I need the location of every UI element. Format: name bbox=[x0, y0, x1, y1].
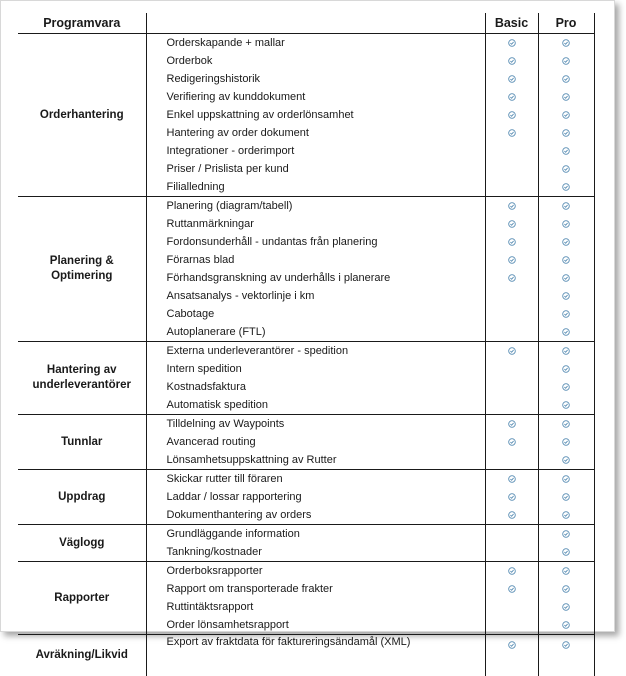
feature-name: Ansatsanalys - vektorlinje i km bbox=[146, 287, 485, 305]
feature-name: Verifiering av kunddokument bbox=[146, 88, 485, 106]
basic-cell bbox=[485, 580, 538, 598]
pro-cell bbox=[538, 598, 594, 616]
basic-cell bbox=[485, 52, 538, 70]
basic-cell bbox=[485, 124, 538, 142]
feature-name: Lönsamhetsuppskattning av Rutter bbox=[146, 451, 485, 470]
pro-cell bbox=[538, 396, 594, 415]
check-circle-icon bbox=[508, 75, 516, 83]
pro-cell bbox=[538, 142, 594, 160]
check-circle-icon bbox=[562, 585, 570, 593]
table-header-row bbox=[18, 13, 594, 34]
pro-cell bbox=[538, 88, 594, 106]
header-pro: Pro bbox=[538, 13, 594, 34]
pro-cell bbox=[538, 635, 594, 676]
basic-cell bbox=[485, 415, 538, 434]
check-circle-icon bbox=[508, 511, 516, 519]
pro-cell bbox=[538, 378, 594, 396]
basic-cell bbox=[485, 233, 538, 251]
category-label: Tunnlar bbox=[18, 415, 146, 470]
pro-cell bbox=[538, 323, 594, 342]
feature-name: Orderskapande + mallar bbox=[146, 34, 485, 53]
check-circle-icon bbox=[562, 621, 570, 629]
check-circle-icon bbox=[508, 420, 516, 428]
check-circle-icon bbox=[562, 511, 570, 519]
basic-cell bbox=[485, 378, 538, 396]
header-programvara: Programvara bbox=[18, 13, 146, 34]
check-circle-icon bbox=[562, 530, 570, 538]
check-circle-icon bbox=[562, 603, 570, 611]
category-label: Rapporter bbox=[18, 562, 146, 635]
check-circle-icon bbox=[562, 347, 570, 355]
feature-name: Orderbok bbox=[146, 52, 485, 70]
table-row bbox=[18, 415, 594, 434]
pro-cell bbox=[538, 233, 594, 251]
feature-name: Förarnas blad bbox=[146, 251, 485, 269]
basic-cell bbox=[485, 34, 538, 53]
pro-cell bbox=[538, 451, 594, 470]
check-circle-icon bbox=[562, 165, 570, 173]
check-circle-icon bbox=[562, 456, 570, 464]
check-circle-icon bbox=[508, 39, 516, 47]
check-circle-icon bbox=[562, 641, 570, 649]
table-row bbox=[18, 562, 594, 581]
feature-name: Orderboksrapporter bbox=[146, 562, 485, 581]
pro-cell bbox=[538, 562, 594, 581]
basic-cell bbox=[485, 470, 538, 489]
pro-cell bbox=[538, 215, 594, 233]
check-circle-icon bbox=[508, 129, 516, 137]
check-circle-icon bbox=[508, 274, 516, 282]
pro-cell bbox=[538, 488, 594, 506]
header-basic: Basic bbox=[485, 13, 538, 34]
check-circle-icon bbox=[508, 493, 516, 501]
feature-name: Grundläggande information bbox=[146, 525, 485, 544]
basic-cell bbox=[485, 251, 538, 269]
category-label: Uppdrag bbox=[18, 470, 146, 525]
pro-cell bbox=[538, 70, 594, 88]
basic-cell bbox=[485, 197, 538, 216]
category-label: Planering & Optimering bbox=[18, 197, 146, 342]
feature-comparison-table bbox=[18, 13, 595, 676]
check-circle-icon bbox=[562, 202, 570, 210]
basic-cell bbox=[485, 525, 538, 544]
feature-name: Externa underleverantörer - spedition bbox=[146, 342, 485, 361]
feature-name: Rapport om transporterade frakter bbox=[146, 580, 485, 598]
check-circle-icon bbox=[562, 75, 570, 83]
basic-cell bbox=[485, 635, 538, 676]
feature-name: Tilldelning av Waypoints bbox=[146, 415, 485, 434]
check-circle-icon bbox=[508, 475, 516, 483]
pro-cell bbox=[538, 178, 594, 197]
basic-cell bbox=[485, 396, 538, 415]
check-circle-icon bbox=[562, 438, 570, 446]
basic-cell bbox=[485, 142, 538, 160]
pro-cell bbox=[538, 251, 594, 269]
table-row bbox=[18, 34, 594, 53]
table-row bbox=[18, 525, 594, 544]
basic-cell bbox=[485, 215, 538, 233]
check-circle-icon bbox=[562, 39, 570, 47]
feature-name: Hantering av order dokument bbox=[146, 124, 485, 142]
pro-cell bbox=[538, 415, 594, 434]
feature-name: Filialledning bbox=[146, 178, 485, 197]
category-label: Väglogg bbox=[18, 525, 146, 562]
pro-cell bbox=[538, 433, 594, 451]
check-circle-icon bbox=[508, 585, 516, 593]
basic-cell bbox=[485, 342, 538, 361]
pro-cell bbox=[538, 525, 594, 544]
basic-cell bbox=[485, 451, 538, 470]
basic-cell bbox=[485, 287, 538, 305]
check-circle-icon bbox=[562, 238, 570, 246]
feature-name: Kostnadsfaktura bbox=[146, 378, 485, 396]
check-circle-icon bbox=[562, 420, 570, 428]
pro-cell bbox=[538, 342, 594, 361]
feature-name: Ruttanmärkningar bbox=[146, 215, 485, 233]
pro-cell bbox=[538, 269, 594, 287]
check-circle-icon bbox=[562, 274, 570, 282]
pro-cell bbox=[538, 305, 594, 323]
pro-cell bbox=[538, 580, 594, 598]
pro-cell bbox=[538, 543, 594, 562]
check-circle-icon bbox=[508, 438, 516, 446]
check-circle-icon bbox=[562, 328, 570, 336]
feature-name: Tankning/kostnader bbox=[146, 543, 485, 562]
check-circle-icon bbox=[508, 111, 516, 119]
check-circle-icon bbox=[562, 129, 570, 137]
check-circle-icon bbox=[508, 220, 516, 228]
basic-cell bbox=[485, 360, 538, 378]
header-features bbox=[146, 13, 485, 34]
feature-name: Order lönsamhetsrapport bbox=[146, 616, 485, 635]
check-circle-icon bbox=[562, 292, 570, 300]
pro-cell bbox=[538, 360, 594, 378]
basic-cell bbox=[485, 269, 538, 287]
feature-name: Skickar rutter till föraren bbox=[146, 470, 485, 489]
basic-cell bbox=[485, 616, 538, 635]
feature-name: Integrationer - orderimport bbox=[146, 142, 485, 160]
check-circle-icon bbox=[508, 347, 516, 355]
table-row bbox=[18, 342, 594, 361]
check-circle-icon bbox=[508, 57, 516, 65]
basic-cell bbox=[485, 543, 538, 562]
feature-name: Cabotage bbox=[146, 305, 485, 323]
feature-name: Redigeringshistorik bbox=[146, 70, 485, 88]
check-circle-icon bbox=[562, 111, 570, 119]
table-body bbox=[18, 34, 594, 676]
feature-name: Fordonsunderhåll - undantas från planering bbox=[146, 233, 485, 251]
check-circle-icon bbox=[562, 383, 570, 391]
check-circle-icon bbox=[562, 57, 570, 65]
feature-name: Enkel uppskattning av orderlönsamhet bbox=[146, 106, 485, 124]
check-circle-icon bbox=[562, 220, 570, 228]
feature-name: Laddar / lossar rapportering bbox=[146, 488, 485, 506]
check-circle-icon bbox=[508, 567, 516, 575]
check-circle-icon bbox=[562, 310, 570, 318]
check-circle-icon bbox=[508, 641, 516, 649]
basic-cell bbox=[485, 70, 538, 88]
pro-cell bbox=[538, 506, 594, 525]
table-row bbox=[18, 635, 594, 676]
pro-cell bbox=[538, 287, 594, 305]
basic-cell bbox=[485, 160, 538, 178]
check-circle-icon bbox=[508, 93, 516, 101]
check-circle-icon bbox=[562, 147, 570, 155]
basic-cell bbox=[485, 506, 538, 525]
pro-cell bbox=[538, 52, 594, 70]
check-circle-icon bbox=[562, 93, 570, 101]
category-label: Orderhantering bbox=[18, 34, 146, 197]
basic-cell bbox=[485, 598, 538, 616]
check-circle-icon bbox=[562, 401, 570, 409]
basic-cell bbox=[485, 178, 538, 197]
check-circle-icon bbox=[562, 567, 570, 575]
pro-cell bbox=[538, 197, 594, 216]
basic-cell bbox=[485, 305, 538, 323]
pro-cell bbox=[538, 470, 594, 489]
category-label: Avräkning/Likvid bbox=[18, 635, 146, 676]
check-circle-icon bbox=[508, 238, 516, 246]
feature-name: Automatisk spedition bbox=[146, 396, 485, 415]
basic-cell bbox=[485, 88, 538, 106]
feature-name: Autoplanerare (FTL) bbox=[146, 323, 485, 342]
basic-cell bbox=[485, 323, 538, 342]
check-circle-icon bbox=[508, 202, 516, 210]
check-circle-icon bbox=[562, 256, 570, 264]
check-circle-icon bbox=[562, 493, 570, 501]
feature-name: Intern spedition bbox=[146, 360, 485, 378]
feature-name: Förhandsgranskning av underhålls i planerare bbox=[146, 269, 485, 287]
basic-cell bbox=[485, 562, 538, 581]
check-circle-icon bbox=[562, 365, 570, 373]
feature-name: Planering (diagram/tabell) bbox=[146, 197, 485, 216]
feature-name: Ruttintäktsrapport bbox=[146, 598, 485, 616]
pro-cell bbox=[538, 124, 594, 142]
basic-cell bbox=[485, 106, 538, 124]
check-circle-icon bbox=[562, 475, 570, 483]
check-circle-icon bbox=[508, 256, 516, 264]
basic-cell bbox=[485, 488, 538, 506]
check-circle-icon bbox=[562, 548, 570, 556]
check-circle-icon bbox=[562, 183, 570, 191]
pro-cell bbox=[538, 106, 594, 124]
basic-cell bbox=[485, 433, 538, 451]
feature-name: Dokumenthantering av orders bbox=[146, 506, 485, 525]
feature-name: Priser / Prislista per kund bbox=[146, 160, 485, 178]
pro-cell bbox=[538, 616, 594, 635]
pro-cell bbox=[538, 34, 594, 53]
table-row bbox=[18, 470, 594, 489]
table-row bbox=[18, 197, 594, 216]
category-label: Hantering av underleverantörer bbox=[18, 342, 146, 415]
pro-cell bbox=[538, 160, 594, 178]
feature-name: Avancerad routing bbox=[146, 433, 485, 451]
feature-name: Export av fraktdata för faktureringsändamål (XML) bbox=[146, 635, 485, 676]
